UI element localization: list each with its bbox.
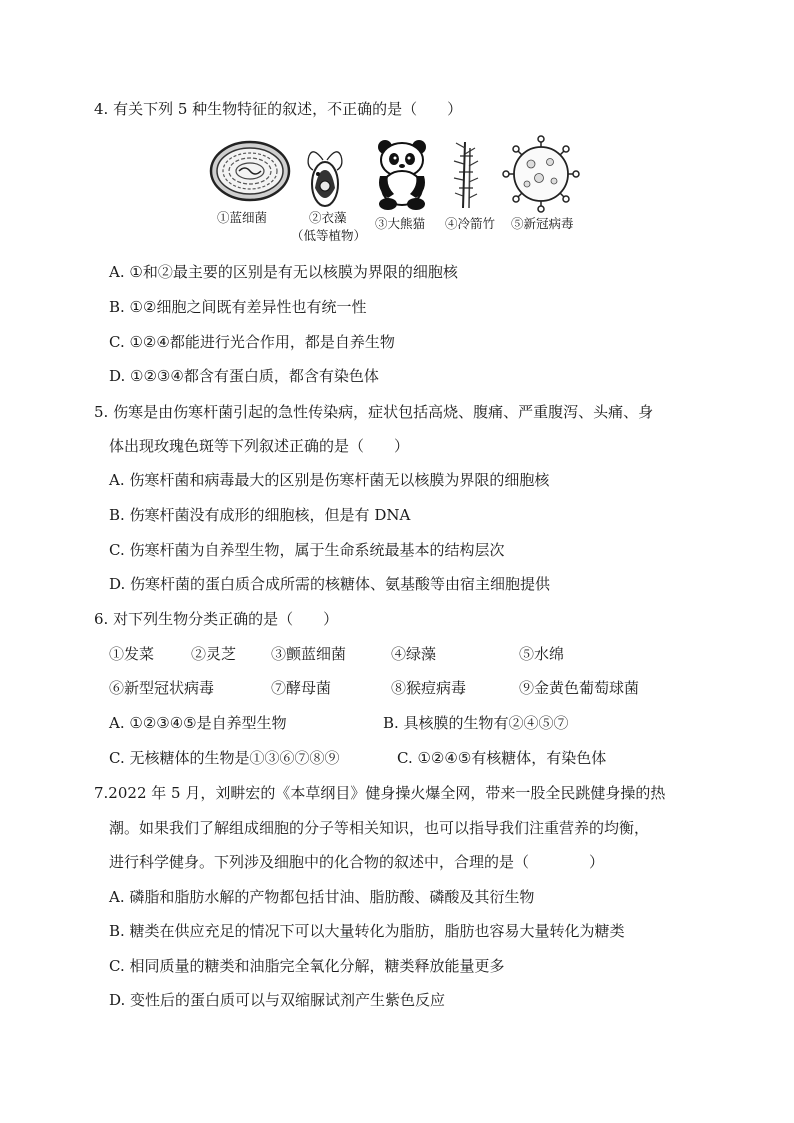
q7-option-d: D. 变性后的蛋白质可以与双缩脲试剂产生紫色反应: [109, 991, 446, 1009]
figure-caption-5: ⑤新冠病毒: [511, 216, 574, 231]
organism-item: ⑧猴痘病毒: [391, 679, 467, 697]
q5-option-a: A. 伤寒杆菌和病毒最大的区别是伤寒杆菌无以核膜为界限的细胞核: [109, 471, 550, 489]
question-7-stem-line2: 潮。如果我们了解组成细胞的分子等相关知识，也可以指导我们注重营养的均衡，: [109, 819, 650, 837]
figure-caption-2: ②衣藻: [309, 210, 347, 225]
q6-option-c: C. 无核糖体的生物是①③⑥⑦⑧⑨: [109, 749, 340, 767]
figure-caption-4: ④冷箭竹: [445, 216, 496, 231]
question-5-stem-line1: 5. 伤寒是由伤寒杆菌引起的急性传染病，症状包括高烧、腹痛、严重腹泻、头痛、身: [94, 403, 654, 421]
q4-option-d: D. ①②③④都含有蛋白质，都含有染色体: [109, 367, 379, 385]
question-7-stem-line3: 进行科学健身。下列涉及细胞中的化合物的叙述中，合理的是（ ）: [109, 853, 605, 871]
organism-item: ③颤蓝细菌: [271, 645, 347, 663]
organism-figure: [205, 134, 590, 246]
q7-option-c: C. 相同质量的糖类和油脂完全氧化分解，糖类释放能量更多: [109, 957, 505, 975]
q5-option-b: B. 伤寒杆菌没有成形的细胞核，但是有 DNA: [109, 506, 411, 524]
organism-item: ①发菜: [109, 645, 155, 663]
q6-option-a: A. ①②③④⑤是自养型生物: [109, 714, 287, 732]
organism-item: ④绿藻: [391, 645, 437, 663]
q4-option-a: A. ①和②最主要的区别是有无以核膜为界限的细胞核: [109, 263, 458, 281]
organism-item: ②灵芝: [191, 645, 237, 663]
panda-icon: [378, 140, 426, 210]
organism-item: ⑥新型冠状病毒: [109, 679, 215, 697]
figure-caption-3: ③大熊猫: [375, 216, 426, 231]
q7-option-a: A. 磷脂和脂肪水解的产物都包括甘油、脂肪酸、磷酸及其衍生物: [109, 888, 535, 906]
q5-option-d: D. 伤寒杆菌的蛋白质合成所需的核糖体、氨基酸等由宿主细胞提供: [109, 575, 551, 593]
q6-option-d: C. ①②④⑤有核糖体，有染色体: [397, 749, 607, 767]
figure-caption-2-note: （低等植物）: [291, 228, 367, 243]
bamboo-icon: [454, 142, 478, 208]
question-5-stem-line2: 体出现玫瑰色斑等下列叙述正确的是（ ）: [109, 437, 410, 455]
q7-option-b: B. 糖类在供应充足的情况下可以大量转化为脂肪，脂肪也容易大量转化为糖类: [109, 922, 625, 940]
figure-caption-1: ①蓝细菌: [217, 210, 268, 225]
organism-item: ⑤水绵: [519, 645, 565, 663]
q4-option-b: B. ①②细胞之间既有差异性也有统一性: [109, 298, 367, 316]
question-7-stem-line1: 7.2022 年 5 月，刘畊宏的《本草纲目》健身操火爆全网，带来一股全民跳健身操的热: [94, 784, 666, 802]
q5-option-c: C. 伤寒杆菌为自养型生物，属于生命系统最基本的结构层次: [109, 541, 505, 559]
organism-item: ⑦酵母菌: [271, 679, 332, 697]
question-4-stem: 4. 有关下列 5 种生物特征的叙述，不正确的是（ ）: [94, 100, 463, 118]
chlamydomonas-icon: [308, 152, 342, 206]
question-6-stem: 6. 对下列生物分类正确的是（ ）: [94, 610, 339, 628]
q4-option-c: C. ①②④都能进行光合作用，都是自养生物: [109, 333, 395, 351]
cyanobacteria-icon: [211, 142, 289, 200]
q6-option-b: B. 具核膜的生物有②④⑤⑦: [383, 714, 569, 732]
organism-item: ⑨金黄色葡萄球菌: [519, 679, 640, 697]
coronavirus-icon: [503, 136, 579, 212]
